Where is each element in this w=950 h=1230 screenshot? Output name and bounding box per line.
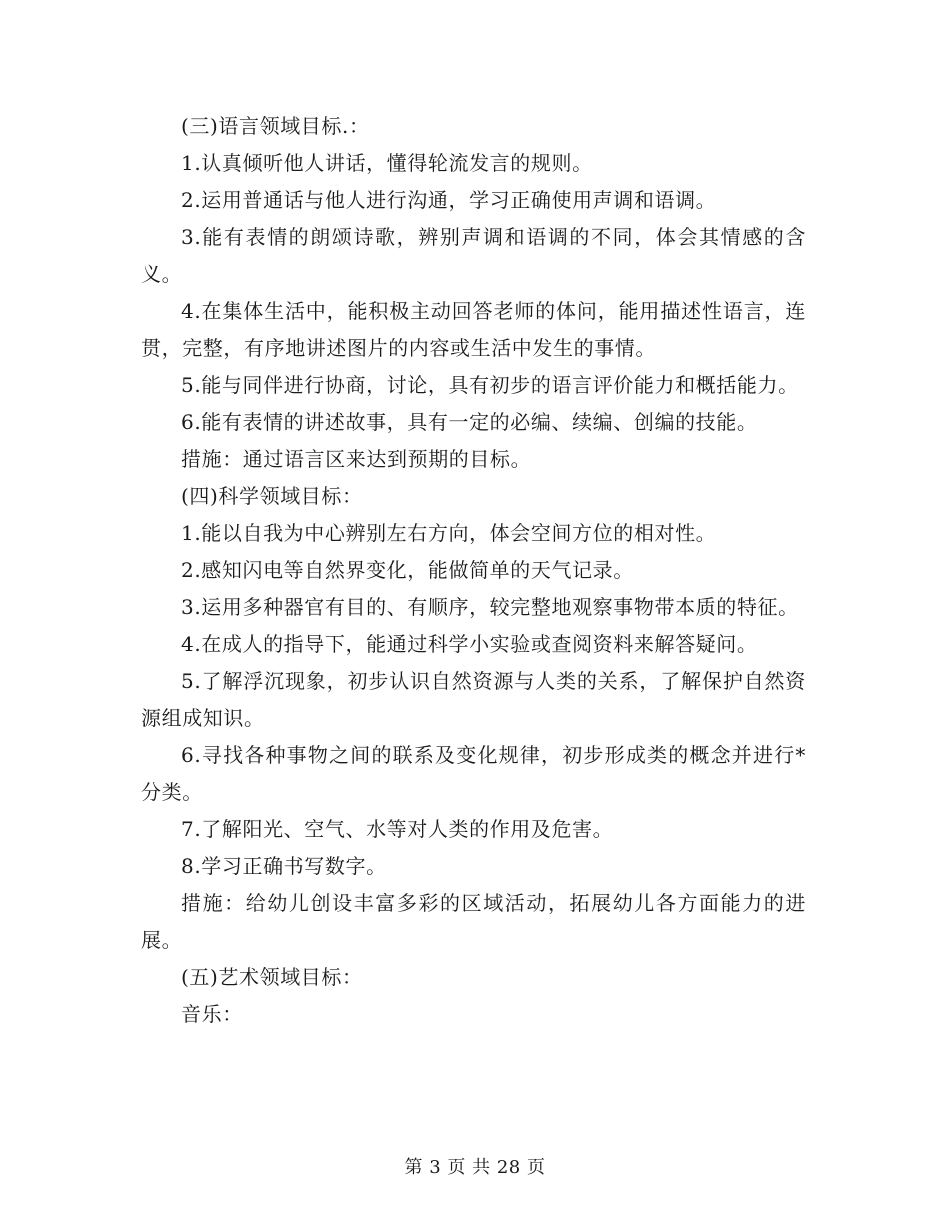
measures-paragraph: 措施：给幼儿创设丰富多彩的区域活动，拓展幼儿各方面能力的进展。 [141, 891, 806, 952]
page-number-label: 第 3 页 共 28 页 [404, 1157, 546, 1178]
measures-paragraph: 措施：通过语言区来达到预期的目标。 [181, 447, 532, 471]
list-item: 1.能以自我为中心辨别左右方向，体会空间方位的相对性。 [181, 521, 717, 545]
list-item: 5.了解浮沉现象，初步认识自然资源与人类的关系，了解保护自然资源组成知识。 [141, 669, 806, 730]
list-item: 4.在成人的指导下，能通过科学小实验或查阅资料来解答疑问。 [181, 632, 758, 656]
section-heading-arts: (五)艺术领域目标： [181, 965, 363, 989]
list-item: 8.学习正确书写数字。 [181, 854, 387, 878]
list-item: 4.在集体生活中，能积极主动回答老师的体问，能用描述性语言，连贯，完整，有序地讲述图片的内容或生活中发生的事情。 [141, 299, 806, 360]
list-item: 5.能与同伴进行协商，讨论，具有初步的语言评价能力和概括能力。 [181, 373, 799, 397]
list-item: 3.运用多种器官有目的、有顺序，较完整地观察事物带本质的特征。 [181, 595, 799, 619]
list-item: 3.能有表情的朗颂诗歌，辨别声调和语调的不同，体会其情感的含义。 [141, 225, 806, 286]
list-item: 6.寻找各种事物之间的联系及变化规律，初步形成类的概念并进行*分类。 [141, 743, 806, 804]
list-item: 2.感知闪电等自然界变化，能做简单的天气记录。 [181, 558, 634, 582]
document-body [141, 108, 806, 1033]
list-item: 1.认真倾听他人讲话，懂得轮流发言的规则。 [181, 151, 593, 175]
section-heading-science: (四)科学领域目标： [181, 484, 363, 508]
list-item: 6.能有表情的讲述故事，具有一定的必编、续编、创编的技能。 [181, 410, 758, 434]
subsection-heading-music: 音乐： [181, 1002, 243, 1026]
page-footer [0, 1153, 950, 1179]
list-item: 7.了解阳光、空气、水等对人类的作用及危害。 [181, 817, 614, 841]
list-item: 2.运用普通话与他人进行沟通，学习正确使用声调和语调。 [181, 188, 717, 212]
section-heading-language: (三)语言领域目标.： [181, 114, 370, 138]
